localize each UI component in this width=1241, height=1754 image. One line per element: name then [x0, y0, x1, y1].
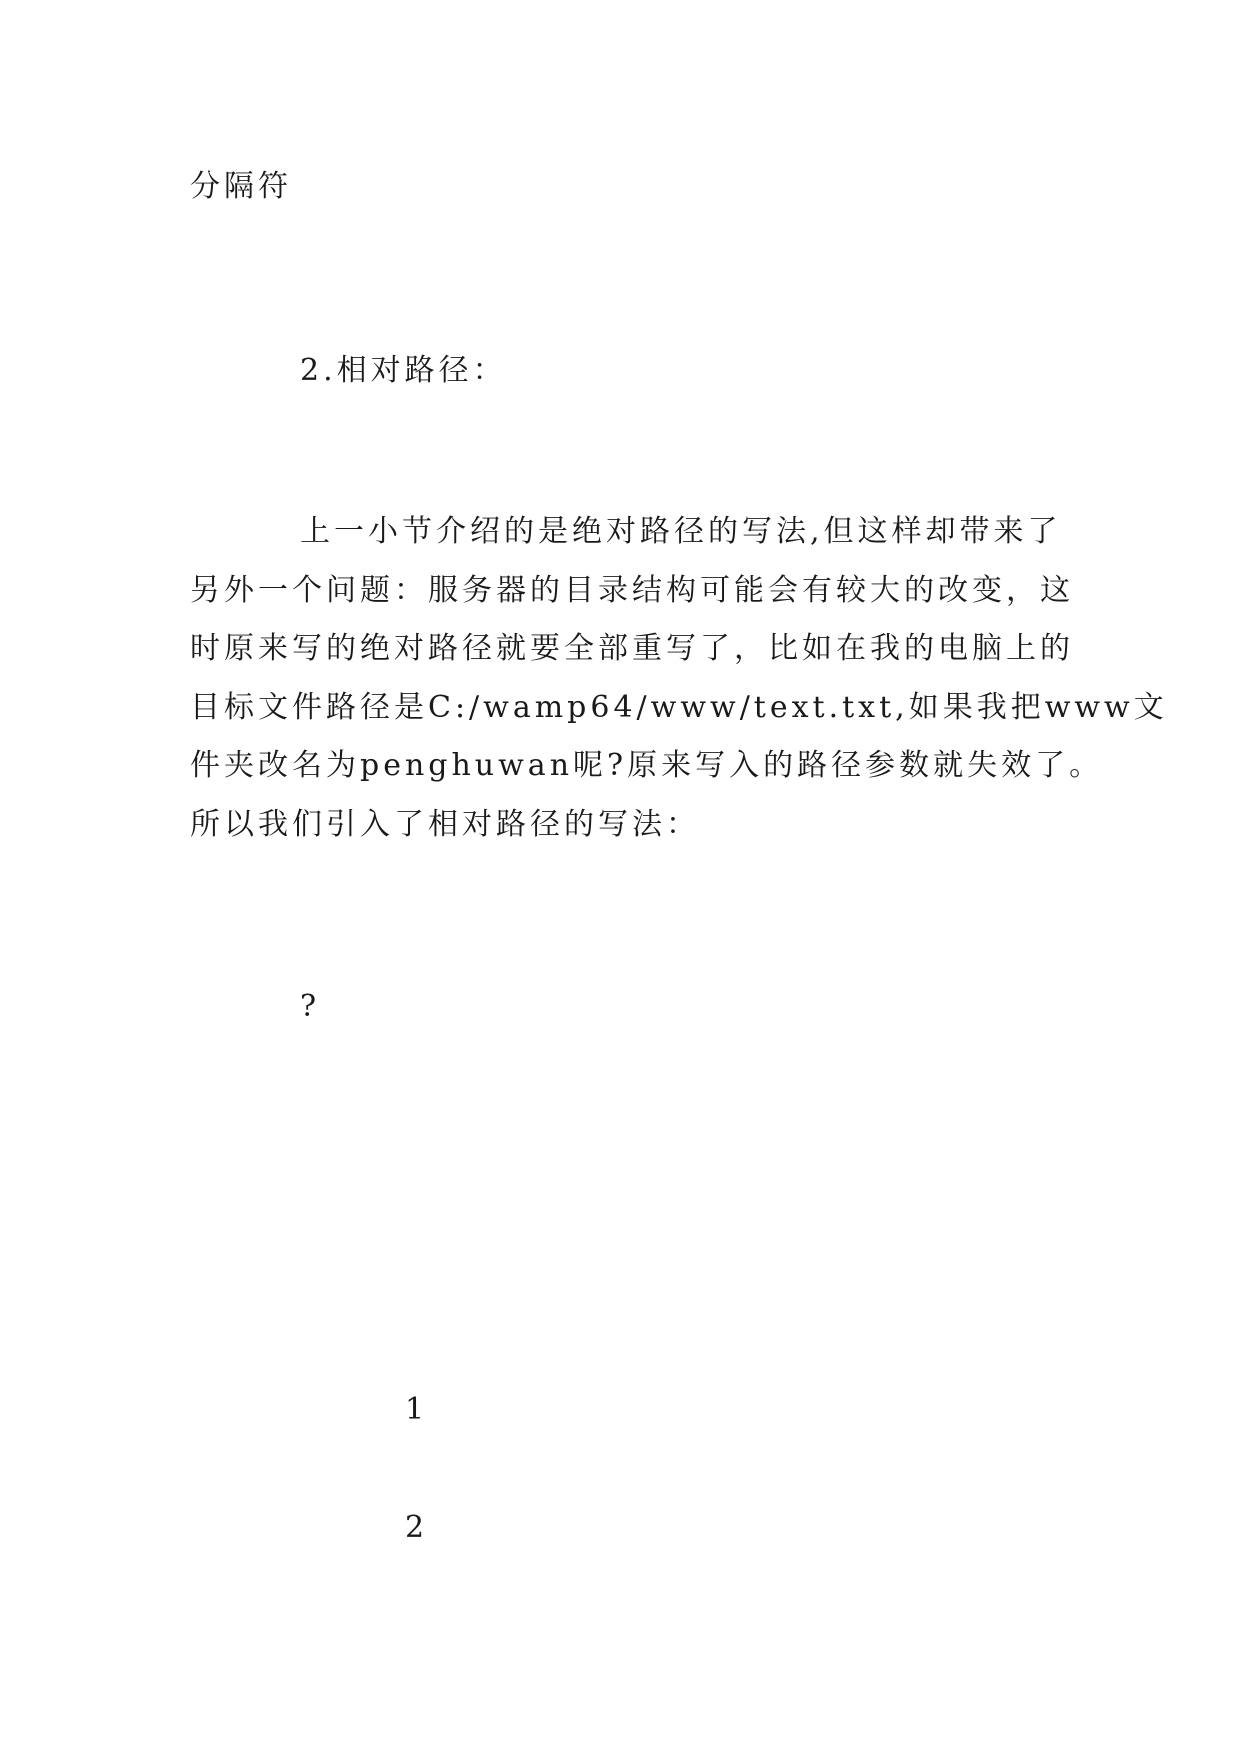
paragraph-line: 件夹改名为penghuwan呢?原来写入的路径参数就失效了。: [190, 748, 1104, 783]
code-line-number: 1: [405, 1392, 425, 1427]
body-paragraph: [190, 503, 1168, 854]
paragraph-line: 上一小节介绍的是绝对路径的写法,但这样却带来了: [300, 514, 1062, 549]
paragraph-line: 目标文件路径是C:/wamp64/www/text.txt,如果我把www文: [190, 689, 1168, 725]
paragraph-line: 另外一个问题：服务器的目录结构可能会有较大的改变，这: [190, 572, 1074, 608]
paragraph-line: 所以我们引入了相对路径的写法：: [190, 806, 700, 842]
paragraph-line: 时原来写的绝对路径就要全部重写了，比如在我的电脑上的: [190, 631, 1074, 666]
code-line-number: 2: [405, 1510, 425, 1545]
section-heading: 2.相对路径：: [300, 353, 507, 388]
placeholder-question-mark: ?: [300, 989, 321, 1024]
separator-label: 分隔符: [190, 169, 292, 204]
